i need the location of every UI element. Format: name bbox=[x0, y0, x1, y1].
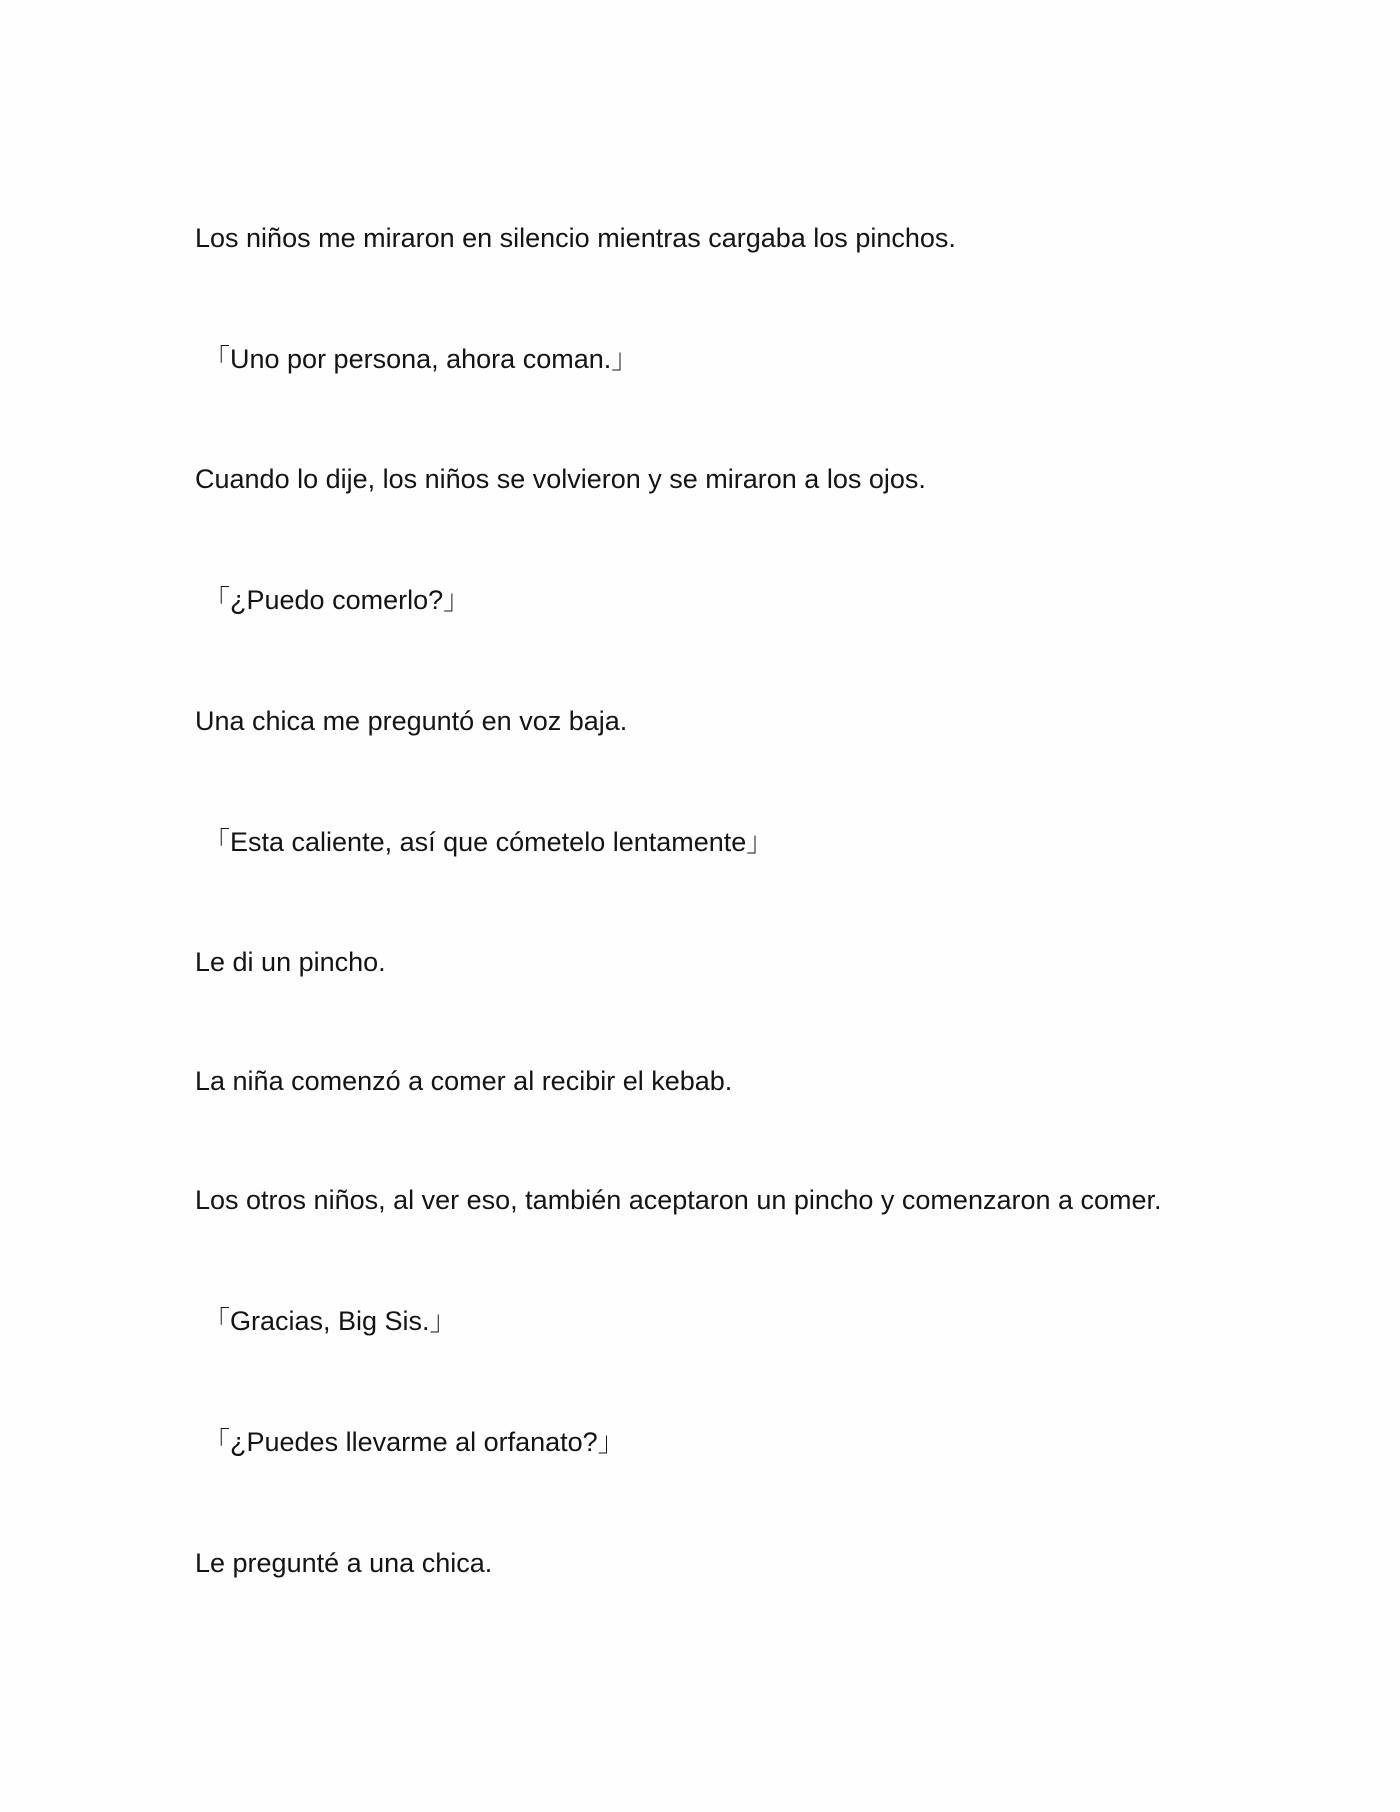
narration-line: La niña comenzó a comer al recibir el kebab. bbox=[195, 1066, 733, 1096]
dialogue-line: 「Uno por persona, ahora coman.」 bbox=[203, 344, 639, 374]
dialogue-line: 「Esta caliente, así que cómetelo lentamente」 bbox=[203, 827, 774, 857]
dialogue-line: 「¿Puedes llevarme al orfanato?」 bbox=[203, 1427, 625, 1457]
narration-line: Una chica me preguntó en voz baja. bbox=[195, 706, 628, 736]
narration-line: Los niños me miraron en silencio mientras cargaba los pinchos. bbox=[195, 223, 956, 253]
narration-line: Cuando lo dije, los niños se volvieron y se miraron a los ojos. bbox=[195, 464, 926, 494]
narration-line: Le di un pincho. bbox=[195, 947, 386, 977]
dialogue-line: 「Gracias, Big Sis.」 bbox=[203, 1306, 457, 1336]
narration-line: Le pregunté a una chica. bbox=[195, 1548, 493, 1578]
dialogue-line: 「¿Puedo comerlo?」 bbox=[203, 585, 471, 615]
narration-line: Los otros niños, al ver eso, también aceptaron un pincho y comenzaron a comer. bbox=[195, 1185, 1162, 1215]
